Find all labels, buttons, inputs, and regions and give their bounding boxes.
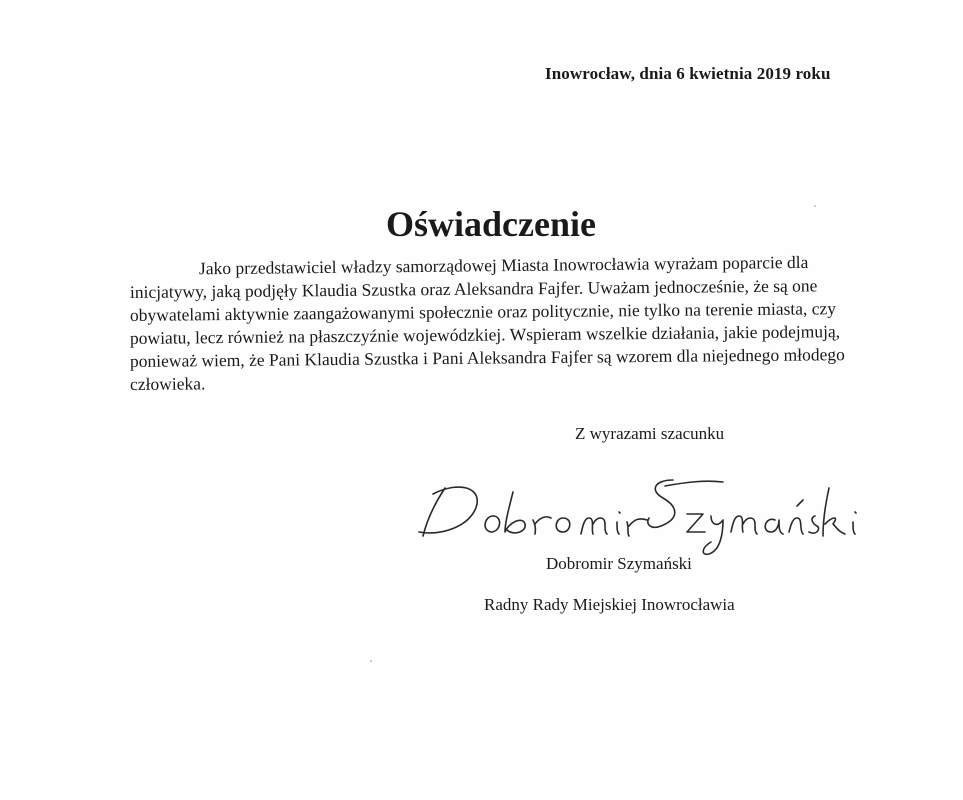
body-line: powiatu, lecz również na płaszczyźnie wojewódzkiej. Wspieram wszelkie działania, jakie podejmują,	[129, 321, 841, 348]
body-line: obywatelami aktywnie zaangażowanymi społecznie oraz politycznie, nie tylko na terenie miasta, czy	[129, 298, 837, 325]
body-line: Jako przedstawiciel władzy samorządowej Miasta Inowrocławia wyrażam poparcie dla	[198, 251, 809, 279]
body-line: ponieważ wiem, że Pani Klaudia Szustka i Pani Aleksandra Fajfer są wzorem dla niejednego młodego	[129, 344, 845, 371]
scan-speck	[814, 205, 816, 207]
body-paragraph	[129, 251, 870, 396]
body-line: człowieka.	[129, 373, 206, 394]
body-line: inicjatywy, jaką podjęły Klaudia Szustka oraz Aleksandra Fajfer. Uważam jednocześnie, że są one	[129, 275, 818, 302]
date-line: Inowrocław, dnia 6 kwietnia 2019 roku	[545, 64, 831, 83]
signer-role: Radny Rady Miejskiej Inowrocławia	[484, 595, 735, 614]
signer-name: Dobromir Szymański	[546, 554, 692, 573]
closing-phrase: Z wyrazami szacunku	[575, 424, 725, 443]
handwritten-signature	[405, 458, 875, 558]
scan-speck	[370, 660, 372, 662]
document-title: Oświadczenie	[386, 204, 596, 244]
